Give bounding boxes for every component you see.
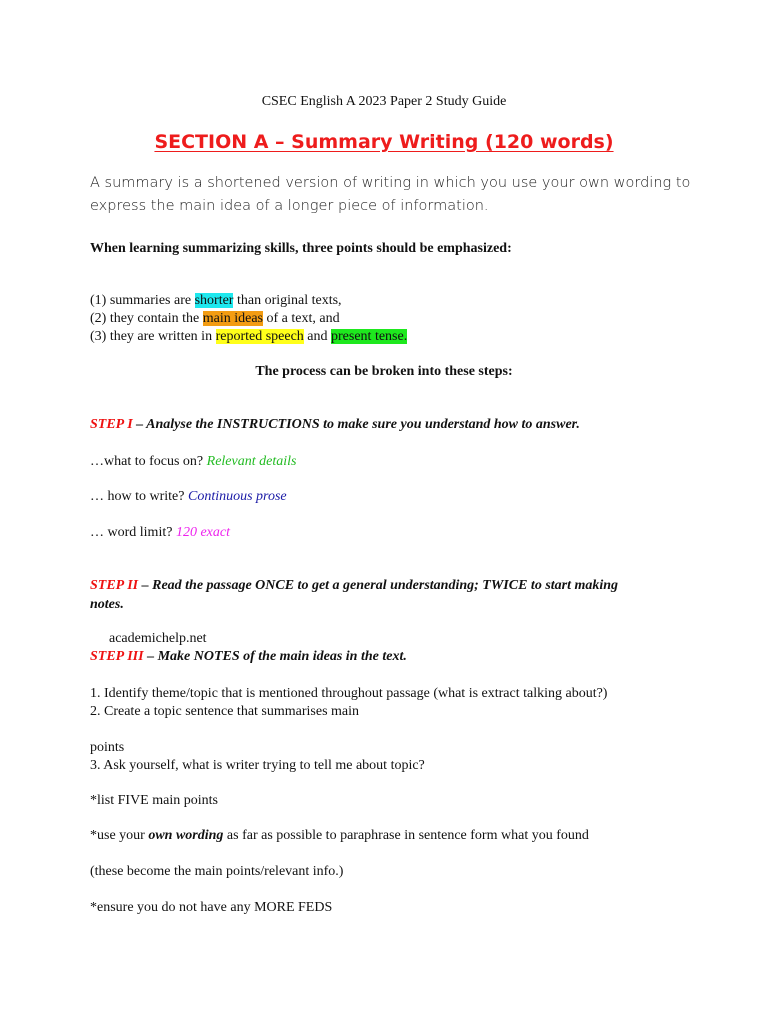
- highlight-reported-speech: reported speech: [215, 329, 304, 344]
- answer-120-exact: 120 exact: [175, 525, 230, 540]
- emphasis-heading: When learning summarizing skills, three points should be emphasized:: [90, 241, 512, 256]
- intro-line-1: A summary is a shortened version of writing in which you use your own wording to: [90, 175, 691, 191]
- step-3-heading: [90, 648, 407, 666]
- list-five-main-points: *list FIVE main points: [90, 793, 218, 808]
- point-2-after: of a text, and: [263, 311, 340, 326]
- step-3-item-2-cont: points: [90, 740, 125, 755]
- highlight-main-ideas: main ideas: [202, 311, 264, 326]
- answer-relevant-details: Relevant details: [206, 454, 297, 469]
- step-1-heading: [90, 416, 580, 434]
- use-own-wording: [90, 827, 589, 845]
- question-focus: …what to focus on?: [90, 454, 207, 469]
- document-title: CSEC English A 2023 Paper 2 Study Guide: [261, 94, 507, 109]
- point-1-text: (1) summaries are: [90, 293, 195, 308]
- step-2-heading: [90, 577, 618, 595]
- point-3: [90, 328, 407, 346]
- use-own-wording-before: *use your: [90, 828, 149, 843]
- own-wording-emphasis: own wording: [148, 828, 224, 843]
- point-2: [90, 310, 340, 328]
- step-3-label: STEP III: [90, 649, 144, 664]
- highlight-shorter: shorter: [194, 293, 234, 308]
- point-3-text: (3) they are written in: [90, 329, 216, 344]
- question-word-limit: … word limit?: [90, 525, 176, 540]
- watermark-text: academichelp.net: [109, 631, 207, 646]
- step-1-question-2: [90, 488, 287, 506]
- answer-continuous-prose: Continuous prose: [187, 489, 287, 504]
- point-1: [90, 292, 342, 310]
- intro-line-2: express the main idea of a longer piece of information.: [90, 198, 489, 214]
- step-1-question-3: [90, 524, 230, 542]
- point-2-text: (2) they contain the: [90, 311, 203, 326]
- step-1-text: – Analyse the INSTRUCTIONS to make sure you understand how to answer.: [132, 417, 580, 432]
- point-1-after: than original texts,: [233, 293, 342, 308]
- step-3-item-3: 3. Ask yourself, what is writer trying to tell me about topic?: [90, 758, 425, 773]
- section-heading: SECTION A – Summary Writing (120 words): [154, 131, 614, 153]
- step-1-label: STEP I: [90, 417, 133, 432]
- use-own-wording-after: as far as possible to paraphrase in sentence form what you found: [223, 828, 589, 843]
- question-write: … how to write?: [90, 489, 188, 504]
- step-1-question-1: [90, 453, 296, 471]
- step-2-label: STEP II: [90, 578, 139, 593]
- step-3-item-2: 2. Create a topic sentence that summarises main: [90, 704, 360, 719]
- step-2-text: – Read the passage ONCE to get a general understanding; TWICE to start making: [138, 578, 619, 593]
- point-3-middle: and: [303, 329, 332, 344]
- step-3-text: – Make NOTES of the main ideas in the text.: [143, 649, 407, 664]
- process-heading: The process can be broken into these steps:: [255, 364, 513, 379]
- step-2-text-cont: notes.: [90, 597, 124, 612]
- highlight-present-tense: present tense.: [331, 329, 408, 344]
- main-points-note: (these become the main points/relevant info.): [90, 864, 344, 879]
- step-3-item-1: 1. Identify theme/topic that is mentioned throughout passage (what is extract talking about?): [90, 686, 608, 701]
- ensure-note: *ensure you do not have any MORE FEDS: [90, 900, 333, 915]
